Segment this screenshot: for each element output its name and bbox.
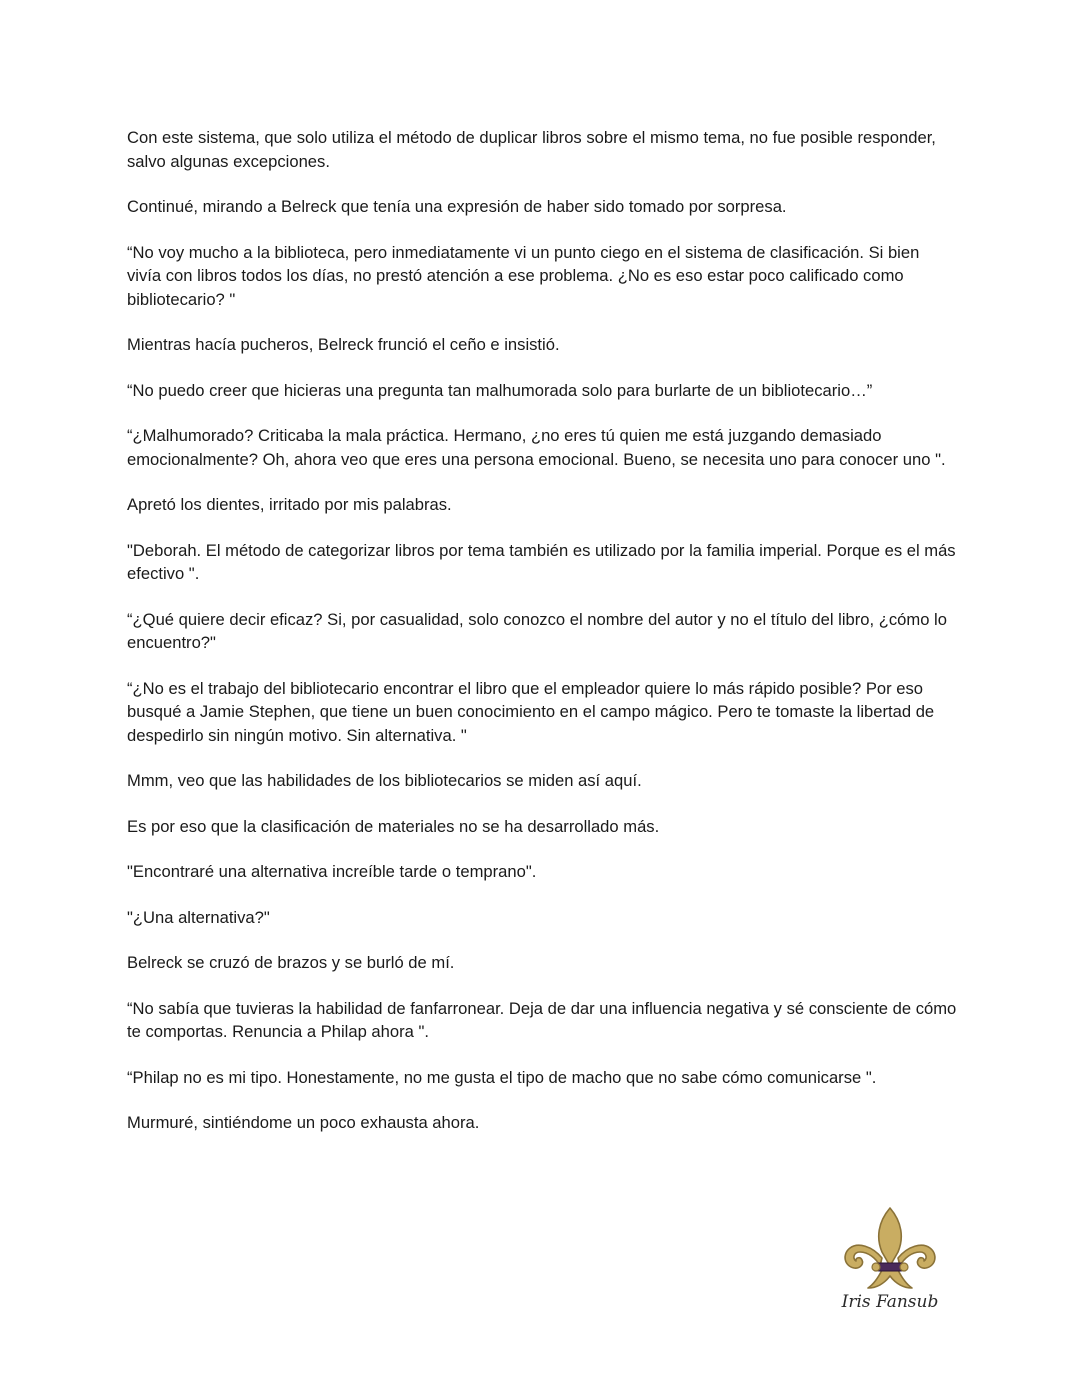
paragraph: “No voy mucho a la biblioteca, pero inmediatamente vi un punto ciego en el sistema de clasificación. Si bien vivía con libros todos los días, no prestó atención a ese problema. ¿No es eso estar poco calificado como bibliotecario? " bbox=[127, 242, 920, 309]
fansub-name: Iris Fansub bbox=[841, 1292, 939, 1312]
document-body bbox=[127, 126, 957, 1157]
paragraph: Apretó los dientes, irritado por mis palabras. bbox=[127, 495, 452, 514]
paragraph: “¿No es el trabajo del bibliotecario encontrar el libro que el empleador quiere lo más rápido posible? Por eso busqué a Jamie Stephen, que tiene un buen conocimiento en el campo mágico. Pero te tomaste la libertad de despedirlo sin ningún motivo. Sin alternativa. " bbox=[127, 678, 935, 745]
paragraph: Con este sistema, que solo utiliza el método de duplicar libros sobre el mismo tema, no fue posible responder, salvo algunas excepciones. bbox=[127, 128, 936, 171]
paragraph: Mientras hacía pucheros, Belreck frunció el ceño e insistió. bbox=[127, 335, 560, 354]
paragraph: “No puedo creer que hicieras una pregunta tan malhumorada solo para burlarte de un bibliotecario…” bbox=[127, 380, 873, 400]
paragraph: “Philap no es mi tipo. Honestamente, no me gusta el tipo de macho que no sabe cómo comunicarse ". bbox=[127, 1067, 877, 1087]
paragraph: "Encontraré una alternativa increíble tarde o temprano". bbox=[127, 862, 537, 881]
fleur-de-lis-icon bbox=[838, 1206, 942, 1292]
paragraph: Belreck se cruzó de brazos y se burló de mí. bbox=[127, 953, 455, 972]
paragraph: Es por eso que la clasificación de materiales no se ha desarrollado más. bbox=[127, 816, 660, 836]
paragraph: "¿Una alternativa?" bbox=[127, 907, 270, 927]
paragraph: “¿Malhumorado? Criticaba la mala práctica. Hermano, ¿no eres tú quien me está juzgando demasiado emocionalmente? Oh, ahora veo que eres una persona emocional. Bueno, se necesita uno para conocer uno ". bbox=[127, 426, 946, 469]
paragraph: "Deborah. El método de categorizar libros por tema también es utilizado por la familia imperial. Porque es el más efectivo ". bbox=[127, 540, 956, 583]
fansub-logo bbox=[838, 1206, 942, 1318]
paragraph: “¿Qué quiere decir eficaz? Si, por casualidad, solo conozco el nombre del autor y no el título del libro, ¿cómo lo encuentro?" bbox=[127, 609, 947, 652]
paragraph: Murmuré, sintiéndome un poco exhausta ahora. bbox=[127, 1113, 480, 1132]
paragraph: Continué, mirando a Belreck que tenía una expresión de haber sido tomado por sorpresa. bbox=[127, 197, 787, 216]
paragraph: “No sabía que tuvieras la habilidad de fanfarronear. Deja de dar una influencia negativa y sé consciente de cómo te comportas. Renuncia a Philap ahora ". bbox=[127, 998, 957, 1041]
paragraph: Mmm, veo que las habilidades de los bibliotecarios se miden así aquí. bbox=[127, 771, 642, 790]
